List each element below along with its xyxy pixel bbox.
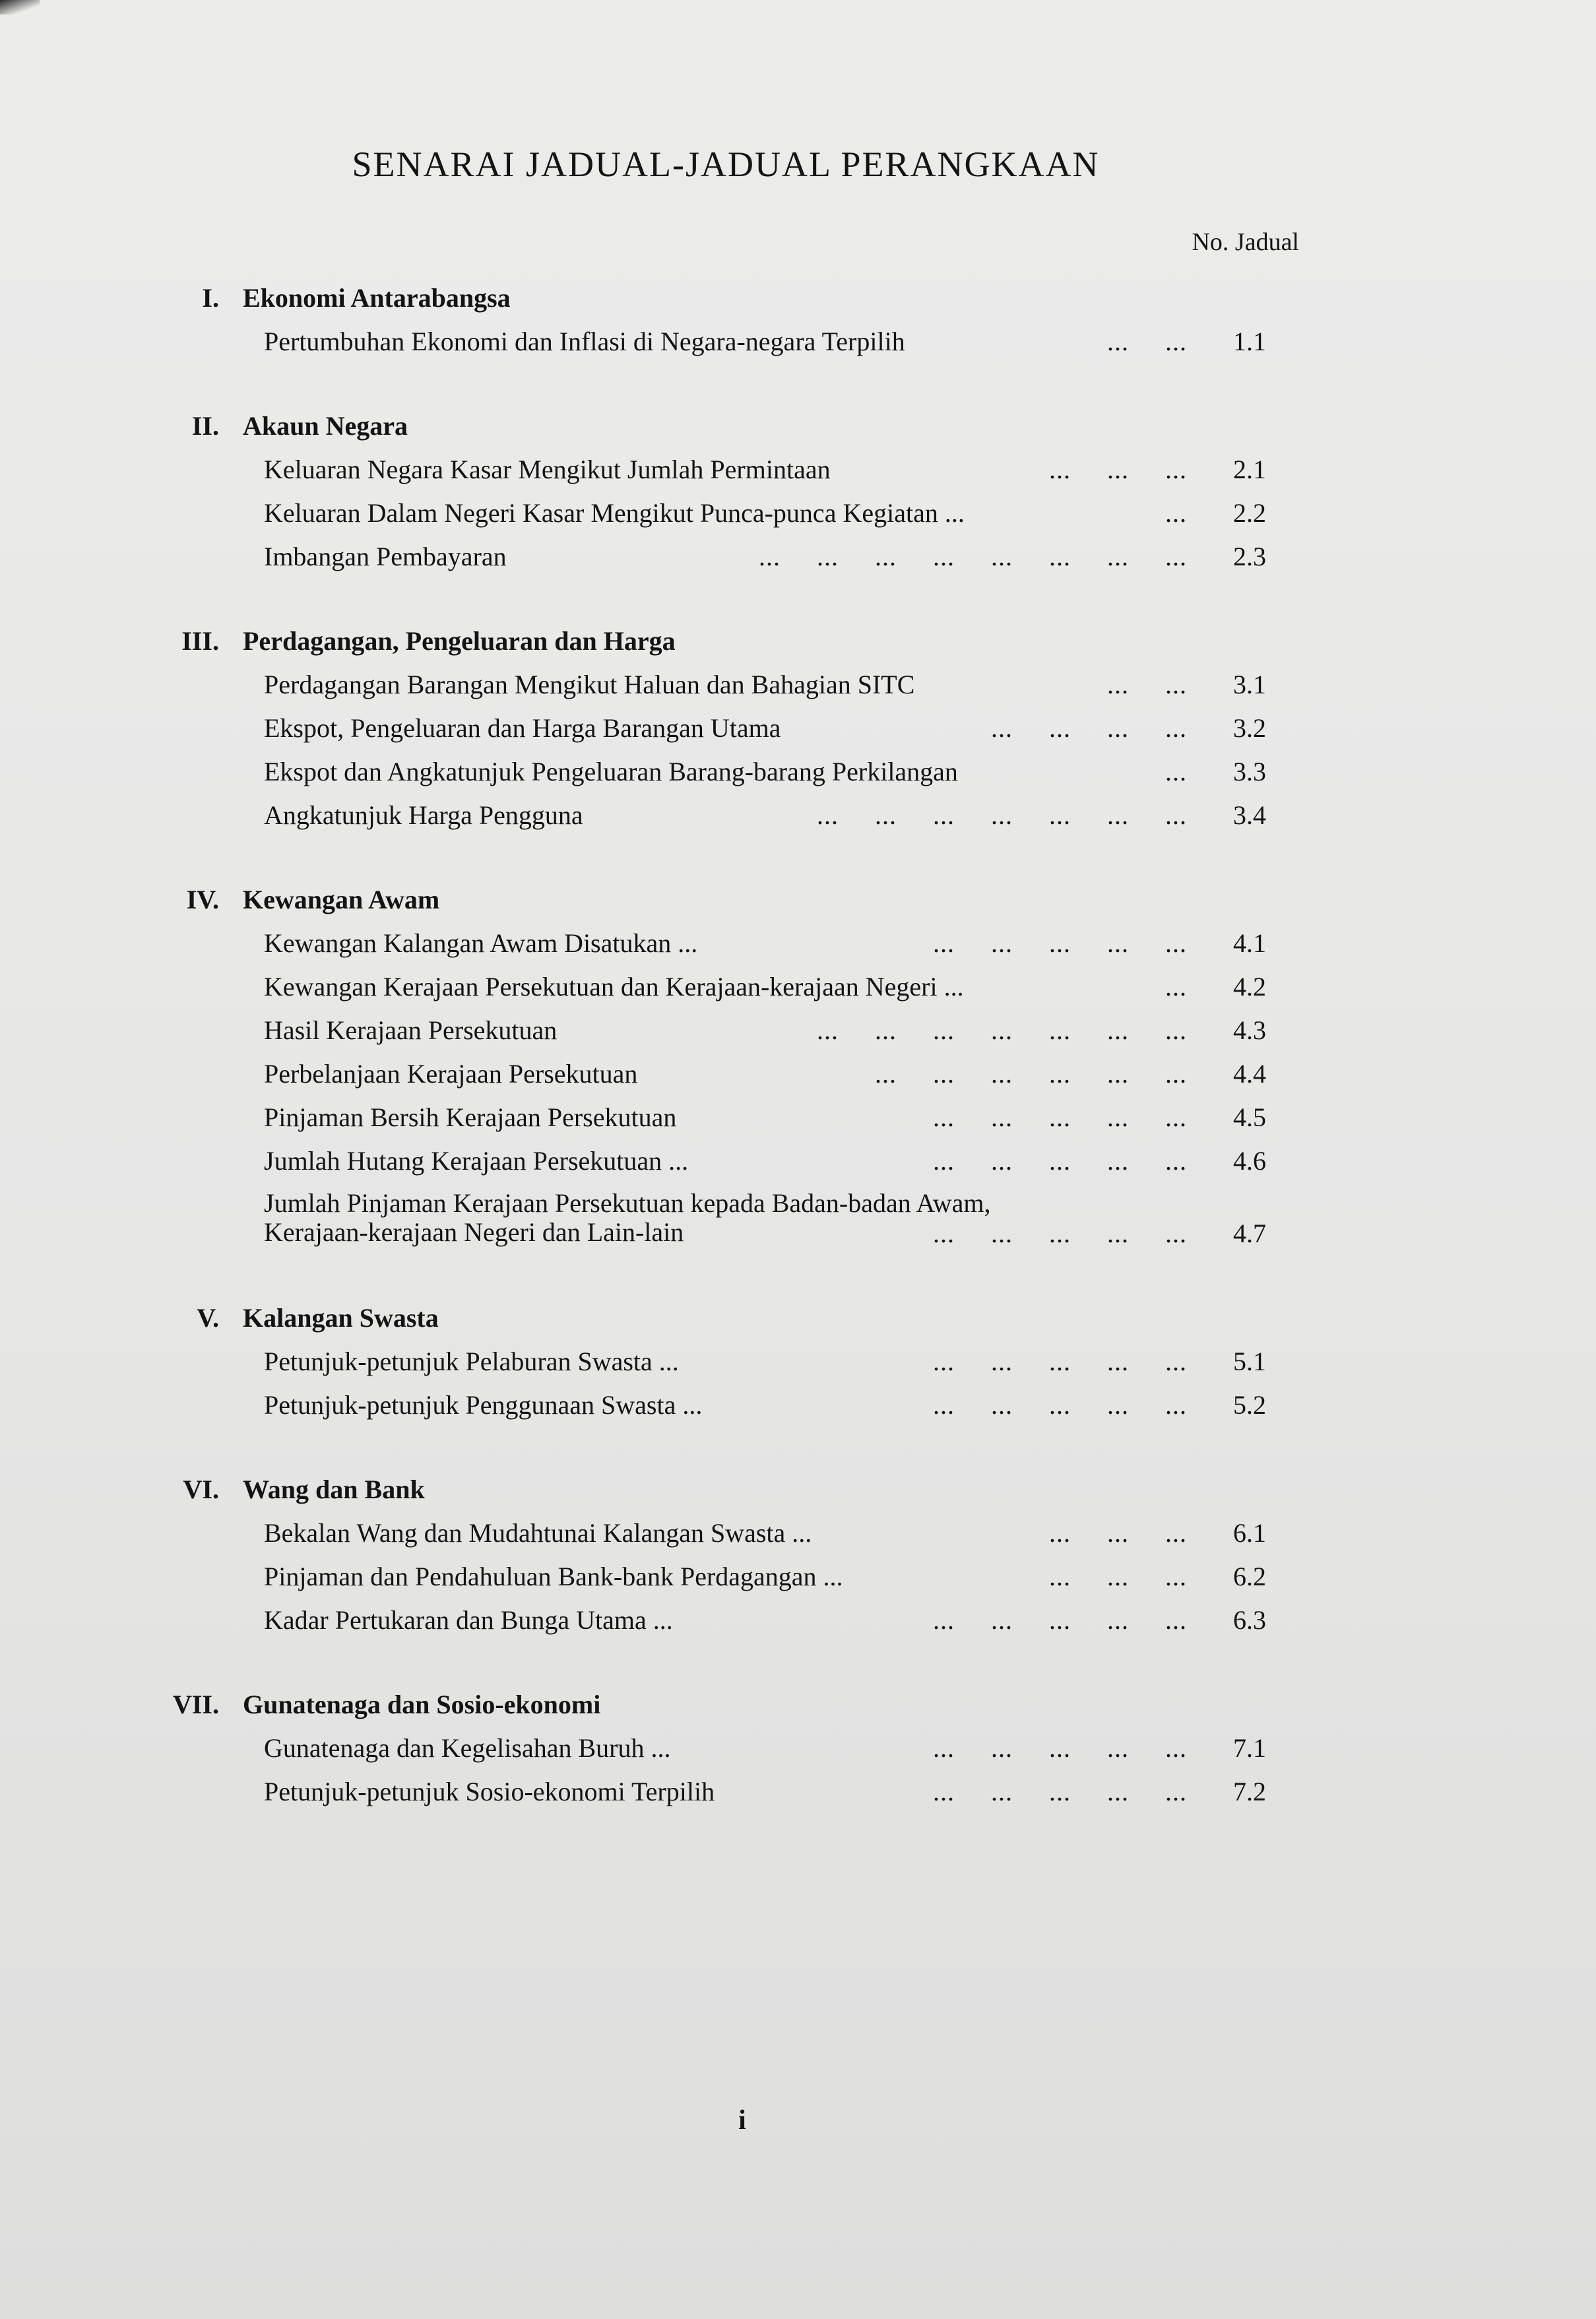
entry-title: Petunjuk-petunjuk Sosio-ekonomi Terpilih — [264, 1777, 715, 1806]
entry-title: Petunjuk-petunjuk Penggunaan Swasta ... — [264, 1390, 703, 1420]
entry-title: Angkatunjuk Harga Pengguna — [264, 800, 583, 830]
section-heading — [0, 1469, 1596, 1512]
entry-title-line-2: Kerajaan-kerajaan Negeri dan Lain-lain — [264, 1217, 684, 1247]
section-heading — [0, 620, 1596, 664]
leader-dots: ... ... ... — [1049, 1518, 1187, 1548]
scan-corner-shadow — [0, 0, 40, 15]
table-number: 6.3 — [1233, 1605, 1266, 1635]
toc-entry[interactable] — [0, 321, 1596, 364]
entry-title-line-1: Jumlah Pinjaman Kerajaan Persekutuan kepada Badan-badan Awam, — [264, 1188, 991, 1218]
entry-title: Bekalan Wang dan Mudahtunai Kalangan Swasta ... — [264, 1518, 812, 1548]
section-title: Kalangan Swasta — [243, 1303, 439, 1333]
toc-entry[interactable] — [0, 1727, 1596, 1771]
table-number: 2.1 — [1233, 455, 1266, 484]
leader-dots: ... ... ... ... ... ... ... ... — [759, 542, 1187, 571]
leader-dots: ... ... — [1107, 670, 1187, 699]
leader-dots: ... ... ... ... — [991, 713, 1187, 743]
table-number: 3.4 — [1233, 800, 1266, 830]
column-header-table-number: No. Jadual — [1192, 228, 1299, 256]
table-number: 4.4 — [1233, 1059, 1266, 1089]
leader-dots: ... ... ... ... ... — [933, 1219, 1187, 1248]
table-number: 1.1 — [1233, 327, 1266, 356]
section-numeral: VI. — [183, 1475, 219, 1504]
section-2 — [0, 405, 1596, 579]
table-number: 7.2 — [1233, 1777, 1266, 1806]
section-numeral: III. — [181, 626, 219, 656]
toc-entry[interactable] — [0, 922, 1596, 966]
entry-title: Kewangan Kalangan Awam Disatukan ... — [264, 928, 698, 958]
section-6 — [0, 1469, 1596, 1643]
toc-entry[interactable] — [0, 449, 1596, 492]
leader-dots: ... ... ... ... ... — [933, 1777, 1187, 1806]
toc-entry[interactable] — [0, 1009, 1596, 1053]
toc-entry[interactable] — [0, 1556, 1596, 1599]
toc-entry[interactable] — [0, 492, 1596, 536]
section-numeral: V. — [197, 1303, 219, 1333]
leader-dots: ... ... ... ... ... ... — [875, 1059, 1187, 1089]
entry-title: Kewangan Kerajaan Persekutuan dan Kerajaan-kerajaan Negeri ... — [264, 972, 964, 1001]
entry-title: Keluaran Dalam Negeri Kasar Mengikut Punca-punca Kegiatan ... — [264, 498, 965, 528]
table-number: 6.1 — [1233, 1518, 1266, 1548]
leader-dots: ... ... ... ... ... — [933, 1733, 1187, 1763]
section-title: Perdagangan, Pengeluaran dan Harga — [243, 626, 676, 656]
table-number: 5.1 — [1233, 1347, 1266, 1376]
entry-title: Jumlah Hutang Kerajaan Persekutuan ... — [264, 1146, 689, 1176]
section-numeral: II. — [191, 411, 219, 441]
toc-entry[interactable] — [0, 1140, 1596, 1184]
entry-title: Pinjaman dan Pendahuluan Bank-bank Perdagangan ... — [264, 1562, 843, 1591]
entry-title: Keluaran Negara Kasar Mengikut Jumlah Permintaan — [264, 455, 831, 484]
entry-title: Imbangan Pembayaran — [264, 542, 507, 571]
section-title: Wang dan Bank — [243, 1475, 425, 1504]
toc-entry[interactable] — [0, 751, 1596, 794]
table-number: 4.2 — [1233, 972, 1266, 1001]
entry-title: Hasil Kerajaan Persekutuan — [264, 1015, 558, 1045]
toc-entry[interactable] — [0, 1184, 1596, 1256]
toc-entry[interactable] — [0, 664, 1596, 707]
entry-title: Ekspot, Pengeluaran dan Harga Barangan Utama — [264, 713, 781, 743]
toc-entry[interactable] — [0, 707, 1596, 751]
table-number: 6.2 — [1233, 1562, 1266, 1591]
entry-title: Perbelanjaan Kerajaan Persekutuan — [264, 1059, 638, 1089]
section-title: Kewangan Awam — [243, 885, 440, 914]
entry-title: Petunjuk-petunjuk Pelaburan Swasta ... — [264, 1347, 679, 1376]
toc-entry[interactable] — [0, 1384, 1596, 1428]
leader-dots: ... ... ... ... ... — [933, 1347, 1187, 1376]
entry-title: Ekspot dan Angkatunjuk Pengeluaran Barang-barang Perkilangan — [264, 757, 958, 786]
table-number: 4.6 — [1233, 1146, 1266, 1176]
table-number: 4.3 — [1233, 1015, 1266, 1045]
section-numeral: IV. — [186, 885, 219, 914]
toc-entry[interactable] — [0, 1599, 1596, 1643]
leader-dots: ... ... ... ... ... — [933, 1605, 1187, 1635]
section-title: Gunatenaga dan Sosio-ekonomi — [243, 1690, 601, 1719]
entry-title: Kadar Pertukaran dan Bunga Utama ... — [264, 1605, 673, 1635]
entry-title: Pertumbuhan Ekonomi dan Inflasi di Negara-negara Terpilih — [264, 327, 905, 356]
table-of-contents — [0, 277, 1596, 1855]
table-number: 4.5 — [1233, 1102, 1266, 1132]
toc-entry[interactable] — [0, 1096, 1596, 1140]
leader-dots: ... — [1165, 757, 1187, 786]
page-title: SENARAI JADUAL-JADUAL PERANGKAAN — [352, 144, 1100, 184]
leader-dots: ... ... ... ... ... — [933, 1102, 1187, 1132]
leader-dots: ... ... — [1107, 327, 1187, 356]
table-number: 7.1 — [1233, 1733, 1266, 1763]
section-heading — [0, 1297, 1596, 1341]
toc-entry[interactable] — [0, 536, 1596, 579]
section-1 — [0, 277, 1596, 364]
section-7 — [0, 1684, 1596, 1814]
page-number: i — [738, 2105, 746, 2136]
toc-entry[interactable] — [0, 1771, 1596, 1814]
table-number: 2.3 — [1233, 542, 1266, 571]
section-heading — [0, 277, 1596, 321]
table-number: 3.3 — [1233, 757, 1266, 786]
table-number: 2.2 — [1233, 498, 1266, 528]
leader-dots: ... ... ... ... ... — [933, 1146, 1187, 1176]
section-heading — [0, 1684, 1596, 1727]
section-5 — [0, 1297, 1596, 1428]
leader-dots: ... — [1165, 498, 1187, 528]
toc-entry[interactable] — [0, 1341, 1596, 1384]
leader-dots: ... ... ... ... ... — [933, 928, 1187, 958]
table-number: 4.1 — [1233, 928, 1266, 958]
table-number: 4.7 — [1233, 1219, 1266, 1248]
section-title: Ekonomi Antarabangsa — [243, 283, 511, 313]
section-numeral: I. — [202, 283, 219, 313]
toc-entry[interactable] — [0, 1053, 1596, 1096]
entry-title: Perdagangan Barangan Mengikut Haluan dan Bahagian SITC — [264, 670, 915, 699]
section-title: Akaun Negara — [243, 411, 408, 441]
leader-dots: ... ... ... — [1049, 455, 1187, 484]
section-3 — [0, 620, 1596, 838]
toc-entry[interactable] — [0, 1512, 1596, 1556]
leader-dots: ... ... ... ... ... ... ... — [817, 800, 1187, 830]
leader-dots: ... ... ... ... ... ... ... — [817, 1015, 1187, 1045]
toc-entry[interactable] — [0, 794, 1596, 838]
entry-title: Gunatenaga dan Kegelisahan Buruh ... — [264, 1733, 671, 1763]
section-4 — [0, 879, 1596, 1256]
section-heading — [0, 405, 1596, 449]
leader-dots: ... ... ... — [1049, 1562, 1187, 1591]
leader-dots: ... — [1165, 972, 1187, 1001]
table-number: 3.1 — [1233, 670, 1266, 699]
entry-title: Pinjaman Bersih Kerajaan Persekutuan — [264, 1102, 677, 1132]
section-heading — [0, 879, 1596, 922]
toc-entry[interactable] — [0, 966, 1596, 1009]
table-number: 3.2 — [1233, 713, 1266, 743]
leader-dots: ... ... ... ... ... — [933, 1390, 1187, 1420]
table-number: 5.2 — [1233, 1390, 1266, 1420]
section-numeral: VII. — [172, 1690, 219, 1719]
